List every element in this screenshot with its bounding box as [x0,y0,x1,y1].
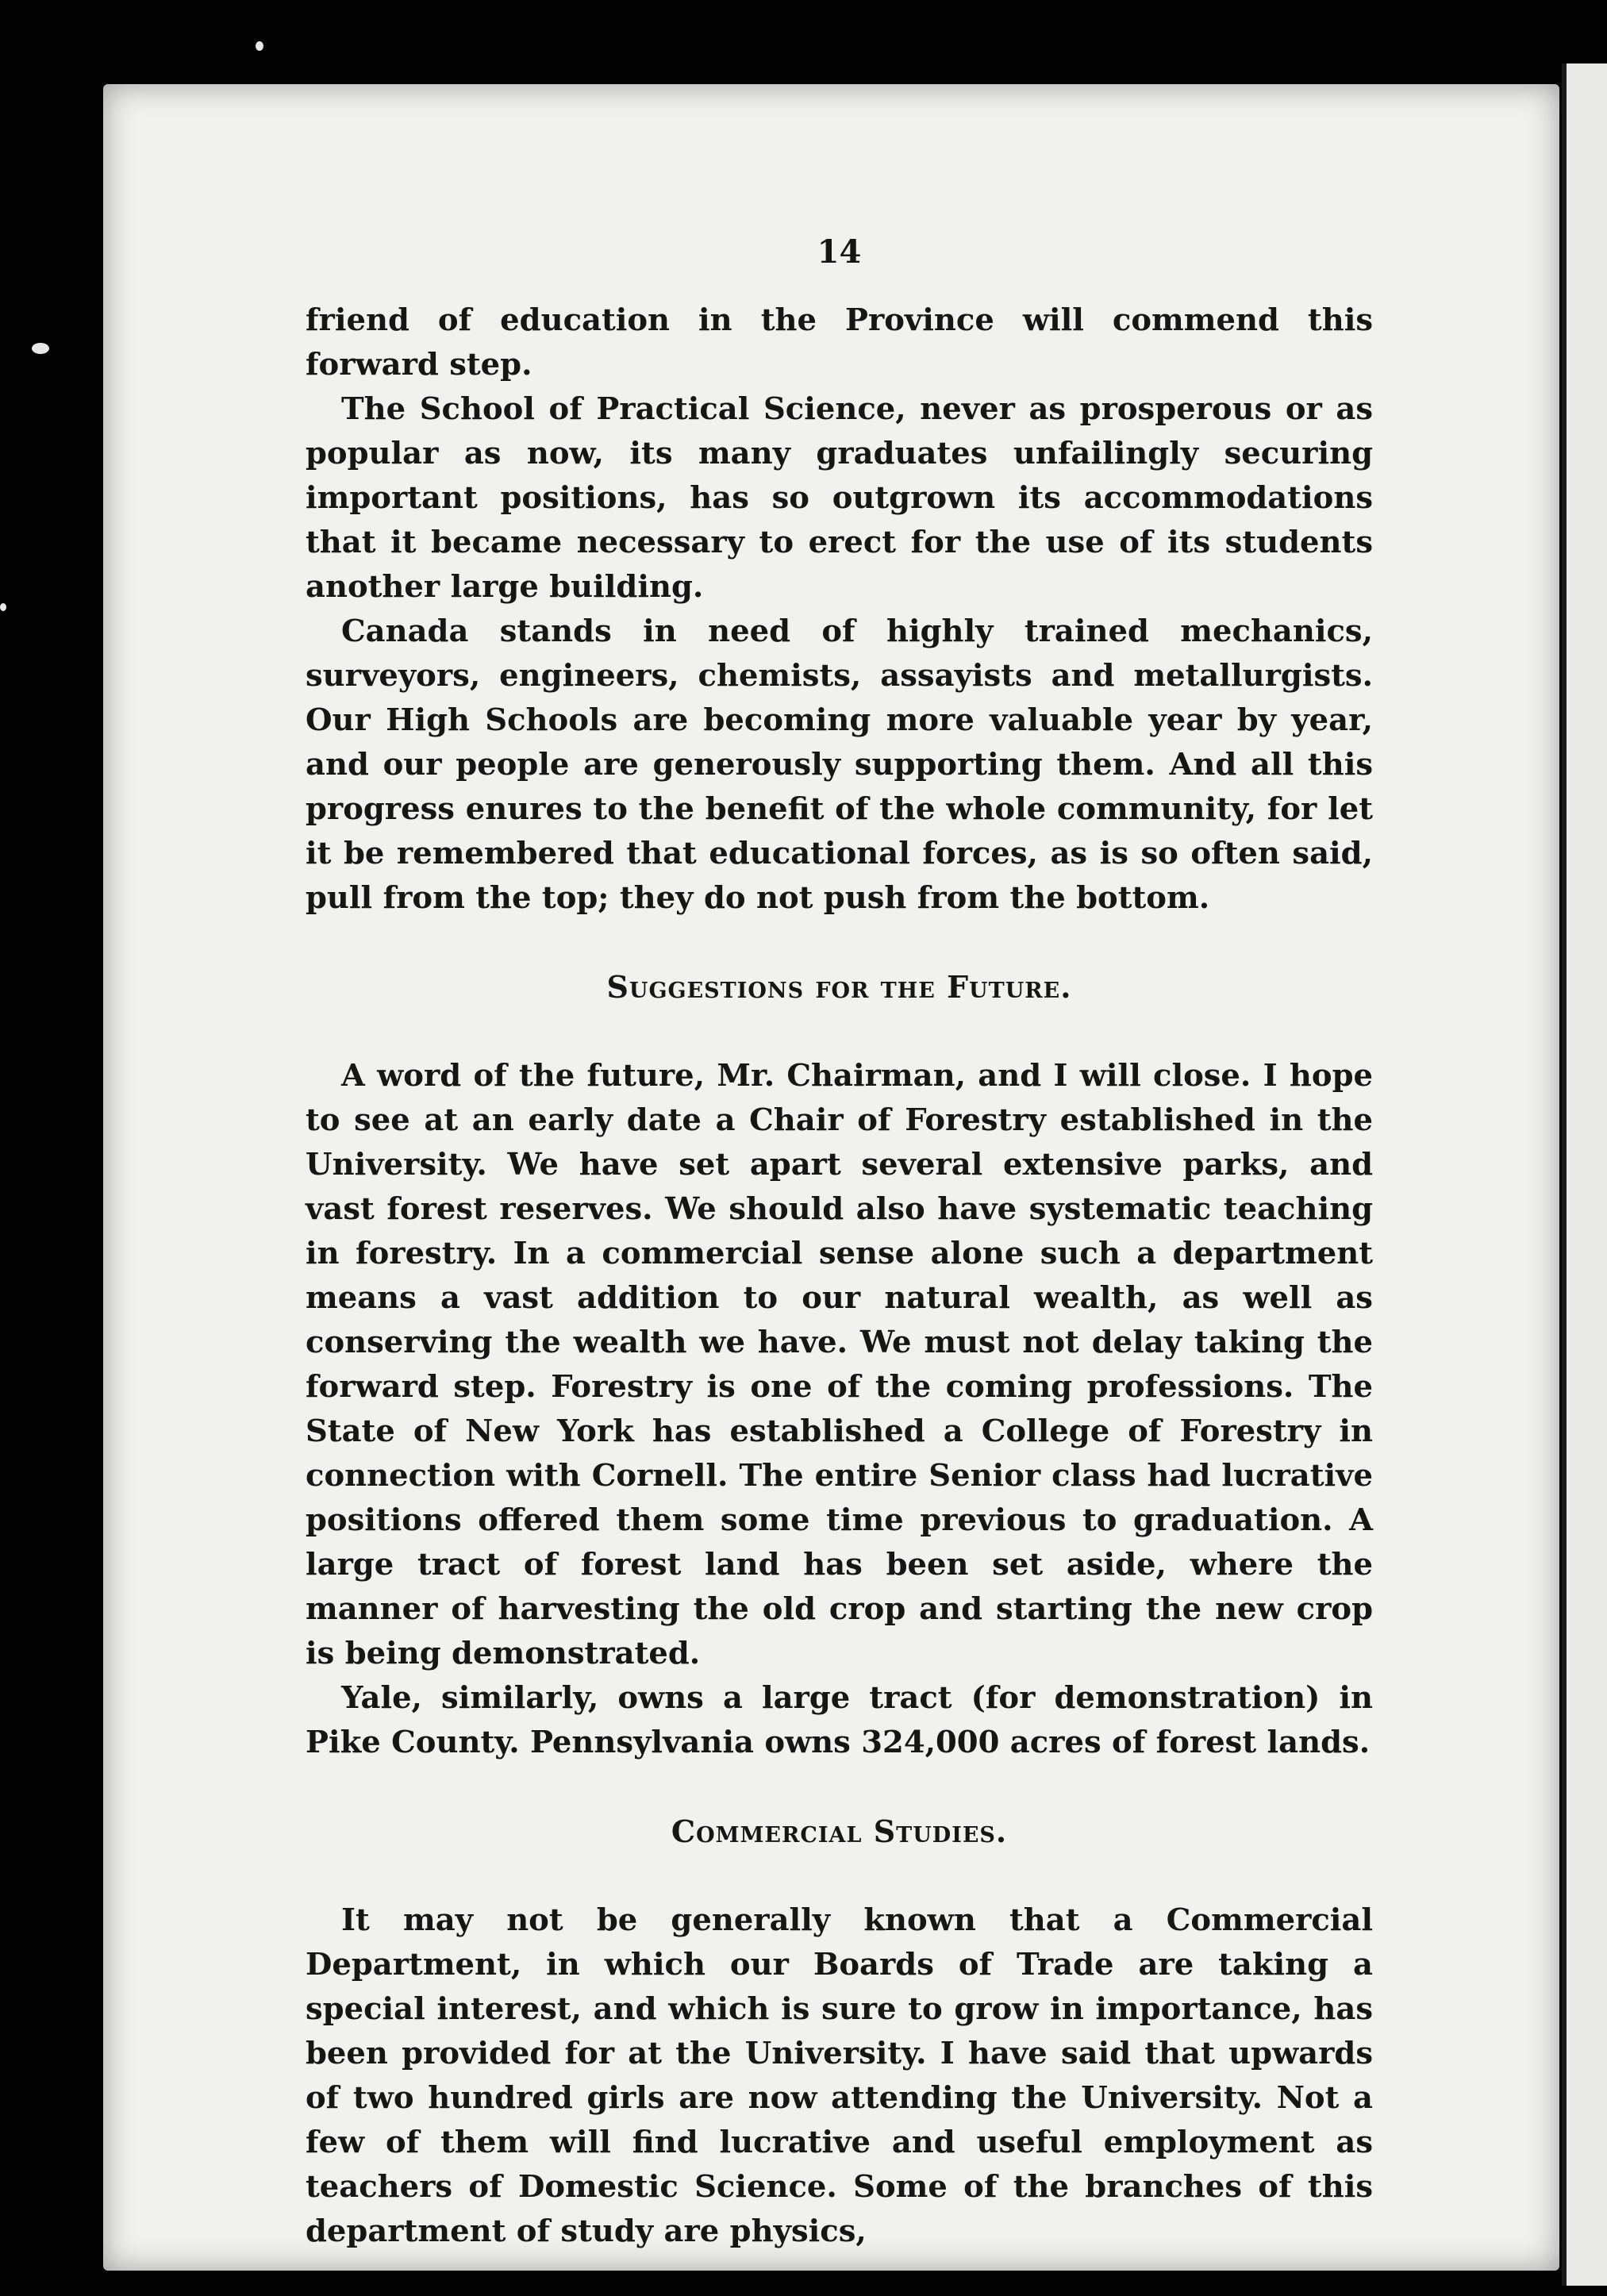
section-heading-commercial: Commercial Studies. [671,1813,1008,1849]
page-number: 14 [817,233,862,271]
scan-speck [32,343,49,354]
facing-page-edge [1562,63,1607,2286]
paragraph: It may not be generally known that a Commercial Department, in which our Boards of Trade are taking a special interest, and which is sure to grow in importance, has been provided for at the University. I have said that upwards of two hundred girls are now attending the University. Not a few of them will find lucrative and useful employment as teachers of Domestic Science. Some of the branches of this department of study are physics, [306,1902,1373,2249]
paragraph: Yale, similarly, owns a large tract (for demonstration) in Pike County. Pennsylvania owns 324,000 acres of forest lands. [306,1680,1373,1760]
paragraph: The School of Practical Science, never as prosperous or as popular as now, its many graduates unfailingly securing important positions, has so outgrown its accommodations that it became necessary to erect for the use of its students another large building. [306,391,1373,605]
page-text [306,230,1373,2254]
paragraph: friend of education in the Province will commend this forward step. [306,302,1373,383]
section-heading-suggestions: Suggestions for the Future. [606,969,1072,1005]
scan-speck [0,603,6,611]
paragraph: A word of the future, Mr. Chairman, and I will close. I hope to see at an early date a Chair of Forestry established in the University. We have set apart several extensive parks, and vast forest reserves. We should also have systematic teaching in forestry. In a commercial sense alone such a department means a vast addition to our natural wealth, as well as conserving the wealth we have. We must not delay taking the forward step. Forestry is one of the coming professions. The State of New York has established a College of Forestry in connection with Cornell. The entire Senior class had lucrative positions offered them some time previous to graduation. A large tract of forest land has been set aside, where the manner of harvesting the old crop and starting the new crop is being demonstrated. [306,1058,1373,1671]
scan-speck [256,41,263,51]
paragraph: Canada stands in need of highly trained mechanics, surveyors, engineers, chemists, assayists and metallurgists. Our High Schools are becoming more valuable year by year, and our people are generously supporting them. And all this progress enures to the benefit of the whole community, for let it be remembered that educational forces, as is so often said, pull from the top; they do not push from the bottom. [306,613,1373,916]
